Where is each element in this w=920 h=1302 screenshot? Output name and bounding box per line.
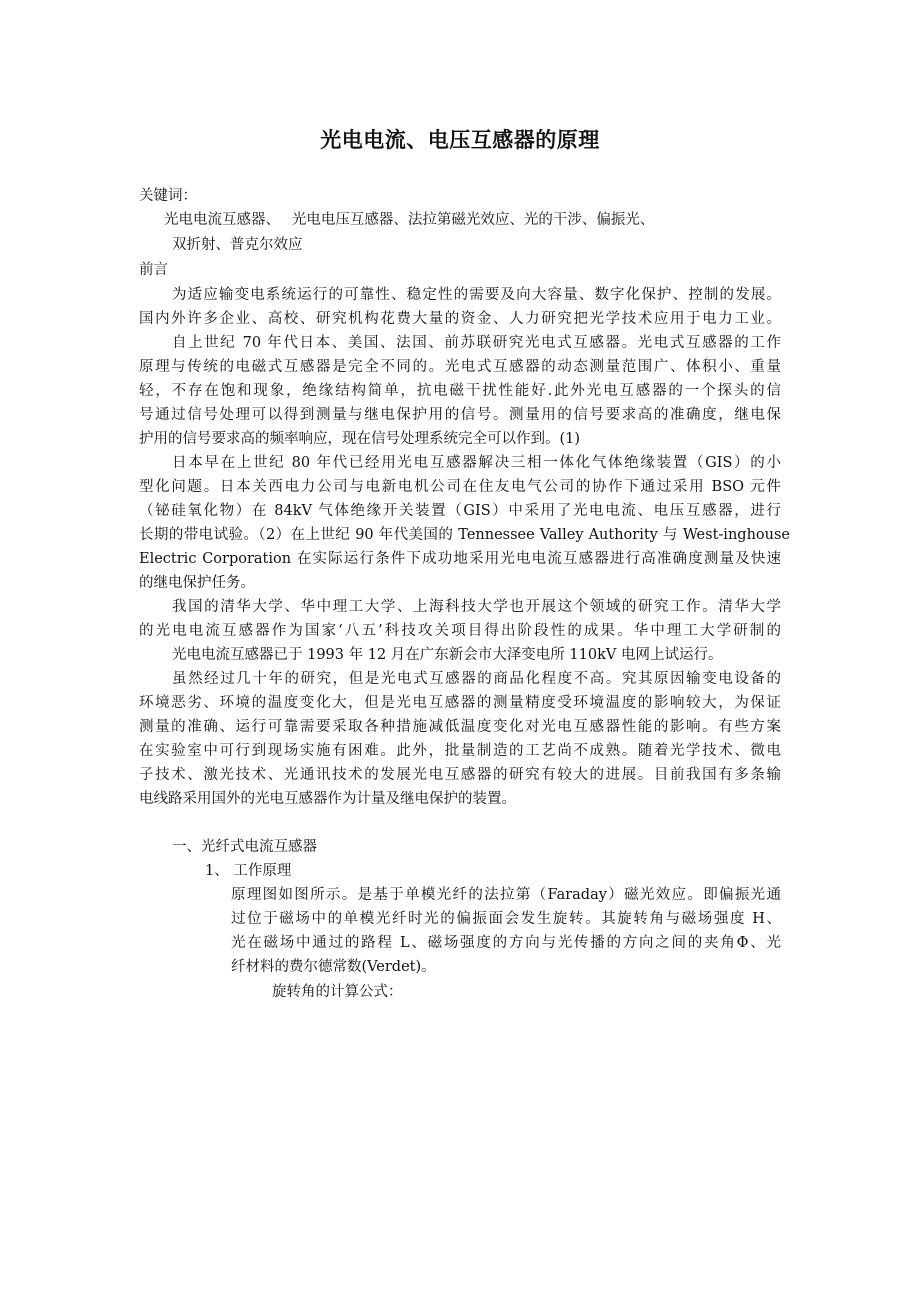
paragraph-line: 轻，不存在饱和现象，绝缘结构简单，抗电磁干扰性能好.此外光电互感器的一个探头的信 — [139, 383, 781, 399]
page-title: 光电电流、电压互感器的原理 — [320, 127, 600, 152]
paragraph-line: 为适应输变电系统运行的可靠性、稳定性的需要及向大容量、数字化保护、控制的发展。 — [172, 287, 781, 303]
keywords-label: 关键词： — [139, 188, 197, 204]
paragraph-line: 光在磁场中通过的路程 L、磁场强度的方向与光传播的方向之间的夹角Φ、光 — [231, 935, 781, 951]
paragraph-line: 虽然经过几十年的研究，但是光电式互感器的商品化程度不高。究其原因输变电设备的 — [172, 671, 781, 687]
paragraph-line: 我国的清华大学、华中理工大学、上海科技大学也开展这个领域的研究工作。清华大学 — [172, 599, 781, 615]
keywords-line-1: 光电电流互感器、 光电电压互感器、法拉第磁光效应、光的干涉、偏振光、 — [164, 212, 655, 228]
paragraph-line: 过位于磁场中的单模光纤时光的偏振面会发生旋转。其旋转角与磁场强度 H、 — [231, 911, 781, 927]
paragraph-line: （铋硅氧化物）在 84kV 气体绝缘开关装置（GIS）中采用了光电电流、电压互感器，进行 — [139, 503, 781, 519]
paragraph-line: 原理与传统的电磁式互感器是完全不同的。光电式互感器的动态测量范围广、体积小、重量 — [139, 359, 781, 375]
paragraph-line: 原理图如图所示。是基于单模光纤的法拉第（Faraday）磁光效应。即偏振光通 — [231, 887, 781, 903]
paragraph-line: 环境恶劣、环境的温度变化大，但是光电互感器的测量精度受环境温度的影响较大，为保证 — [139, 695, 781, 711]
paragraph-line: 的光电电流互感器作为国家‘八五’科技攻关项目得出阶段性的成果。华中理工大学研制的 — [139, 623, 781, 639]
paragraph-line: 号通过信号处理可以得到测量与继电保护用的信号。测量用的信号要求高的准确度，继电保 — [139, 407, 781, 423]
keywords-line-2: 双折射、普克尔效应 — [172, 237, 303, 253]
paragraph-line: 光电电流互感器已于 1993 年 12 月在广东新会市大泽变电所 110kV 电网上试运行。 — [172, 647, 723, 663]
paragraph-line: Electric Corporation 在实际运行条件下成功地采用光电电流互感器进行高准确度测量及快速 — [139, 551, 781, 567]
paragraph-line: 型化问题。日本关西电力公司与电新电机公司在住友电气公司的协作下通过采用 BSO 元件 — [139, 479, 781, 495]
paragraph-line: 在实验室中可行到现场实施有困难。此外，批量制造的工艺尚不成熟。随着光学技术、微电 — [139, 743, 781, 759]
paragraph-line: 护用的信号要求高的频率响应，现在信号处理系统完全可以作到。(1) — [139, 431, 581, 447]
subsection-heading: 1、 工作原理 — [205, 863, 292, 879]
paragraph-line: 子技术、激光技术、光通讯技术的发展光电互感器的研究有较大的进展。目前我国有多条输 — [139, 767, 781, 783]
paragraph-line: 的继电保护任务。 — [139, 575, 255, 591]
paragraph-line: 长期的带电试验。（2）在上世纪 90 年代美国的 Tennessee Valley Authority 与 West-inghouse — [139, 527, 790, 543]
paragraph-line: 电线路采用国外的光电互感器作为计量及继电保护的装置。 — [139, 791, 516, 807]
formula-label: 旋转角的计算公式： — [272, 984, 403, 1000]
section-heading: 一、光纤式电流互感器 — [172, 839, 317, 855]
preface-label: 前言 — [139, 262, 168, 278]
paragraph-line: 纤材料的费尔德常数(Verdet)。 — [231, 959, 436, 975]
paragraph-line: 自上世纪 70 年代日本、美国、法国、前苏联研究光电式互感器。光电式互感器的工作 — [172, 335, 781, 351]
paragraph-line: 日本早在上世纪 80 年代已经用光电互感器解决三相一体化气体绝缘装置（GIS）的小 — [172, 455, 781, 471]
paragraph-line: 国内外许多企业、高校、研究机构花费大量的资金、人力研究把光学技术应用于电力工业。 — [139, 311, 781, 327]
paragraph-line: 测量的准确、运行可靠需要采取各种措施减低温度变化对光电互感器性能的影响。有些方案 — [139, 719, 781, 735]
